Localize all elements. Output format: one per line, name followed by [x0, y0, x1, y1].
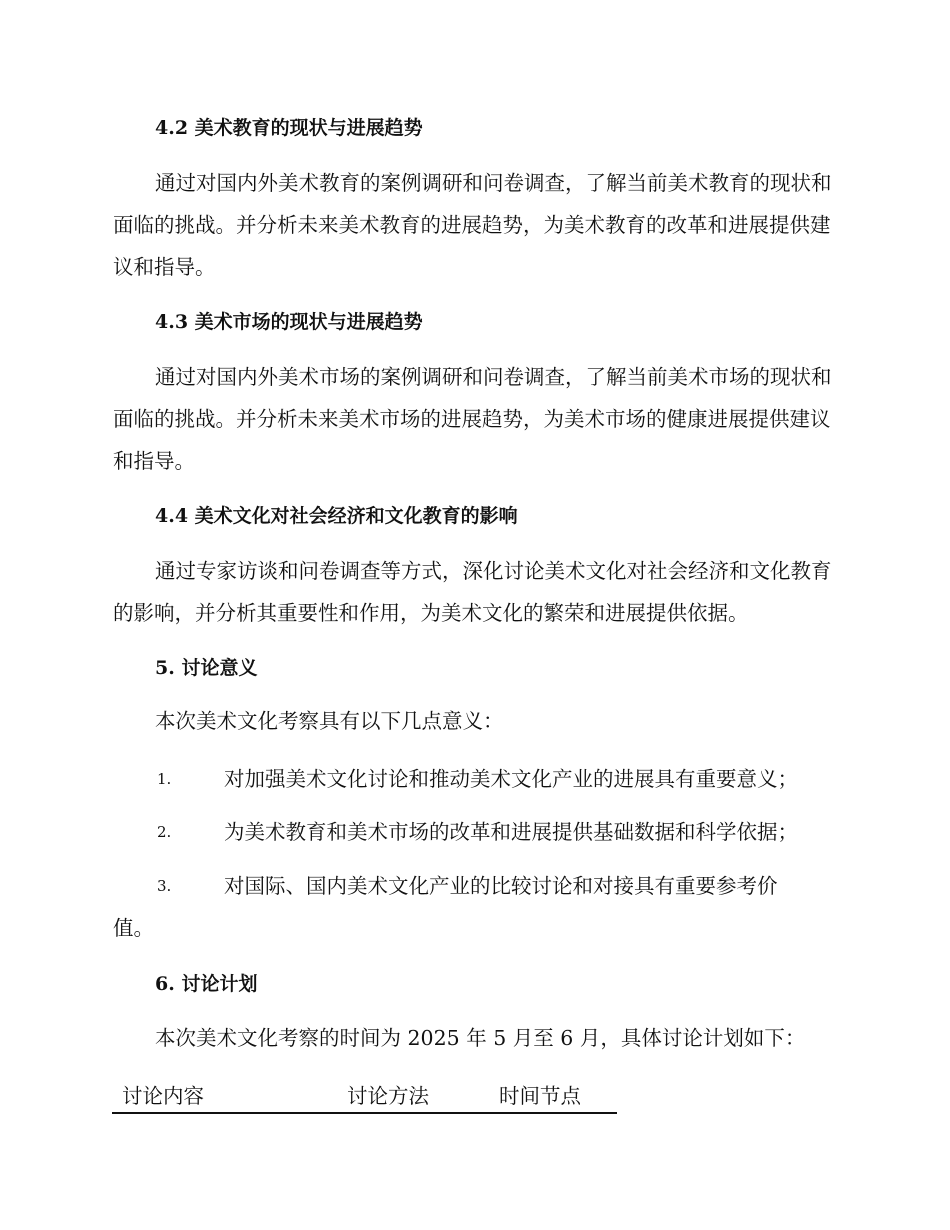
plan-table-header	[112, 1082, 617, 1114]
list-item-text: 对加强美术文化讨论和推动美术文化产业的进展具有重要意义；	[224, 767, 798, 791]
section-5-intro: 本次美术文化考察具有以下几点意义：	[155, 709, 504, 733]
section-6-heading: 6. 讨论计划	[155, 973, 258, 995]
list-item-text: 对国际、国内美术文化产业的比较讨论和对接具有重要参考价	[224, 874, 778, 898]
section-4-2-body: 通过对国内外美术教育的案例调研和问卷调查，了解当前美术教育的现状和面临的挑战。并分析未来美术教育的进展趋势，为美术教育的改革和进展提供建议和指导。	[113, 171, 832, 279]
section-4-2-heading: 4.2 美术教育的现状与进展趋势	[155, 117, 423, 139]
section-4-3-heading: 4.3 美术市场的现状与进展趋势	[155, 311, 423, 333]
section-5-heading: 5. 讨论意义	[155, 657, 258, 679]
section-4-3-body: 通过对国内外美术市场的案例调研和问卷调查，了解当前美术市场的现状和面临的挑战。并分析未来美术市场的进展趋势，为美术市场的健康进展提供建议和指导。	[113, 365, 832, 473]
table-header-method: 讨论方法	[347, 1084, 429, 1108]
section-4-4-body: 通过专家访谈和问卷调查等方式，深化讨论美术文化对社会经济和文化教育的影响，并分析其重要性和作用，为美术文化的繁荣和进展提供依据。	[113, 559, 832, 625]
table-header-content: 讨论内容	[122, 1084, 204, 1108]
table-header-timeline: 时间节点	[499, 1084, 581, 1108]
list-item-text-continuation: 值。	[113, 916, 154, 940]
section-4-4-heading: 4.4 美术文化对社会经济和文化教育的影响	[155, 505, 518, 527]
section-6-intro: 本次美术文化考察的时间为 2025 年 5 月至 6 月，具体讨论计划如下：	[155, 1026, 806, 1050]
list-item-number: 1.	[157, 770, 172, 788]
list-item-number: 2.	[157, 823, 172, 841]
list-item-number: 3.	[157, 877, 172, 895]
list-item-text: 为美术教育和美术市场的改革和进展提供基础数据和科学依据；	[224, 820, 798, 844]
